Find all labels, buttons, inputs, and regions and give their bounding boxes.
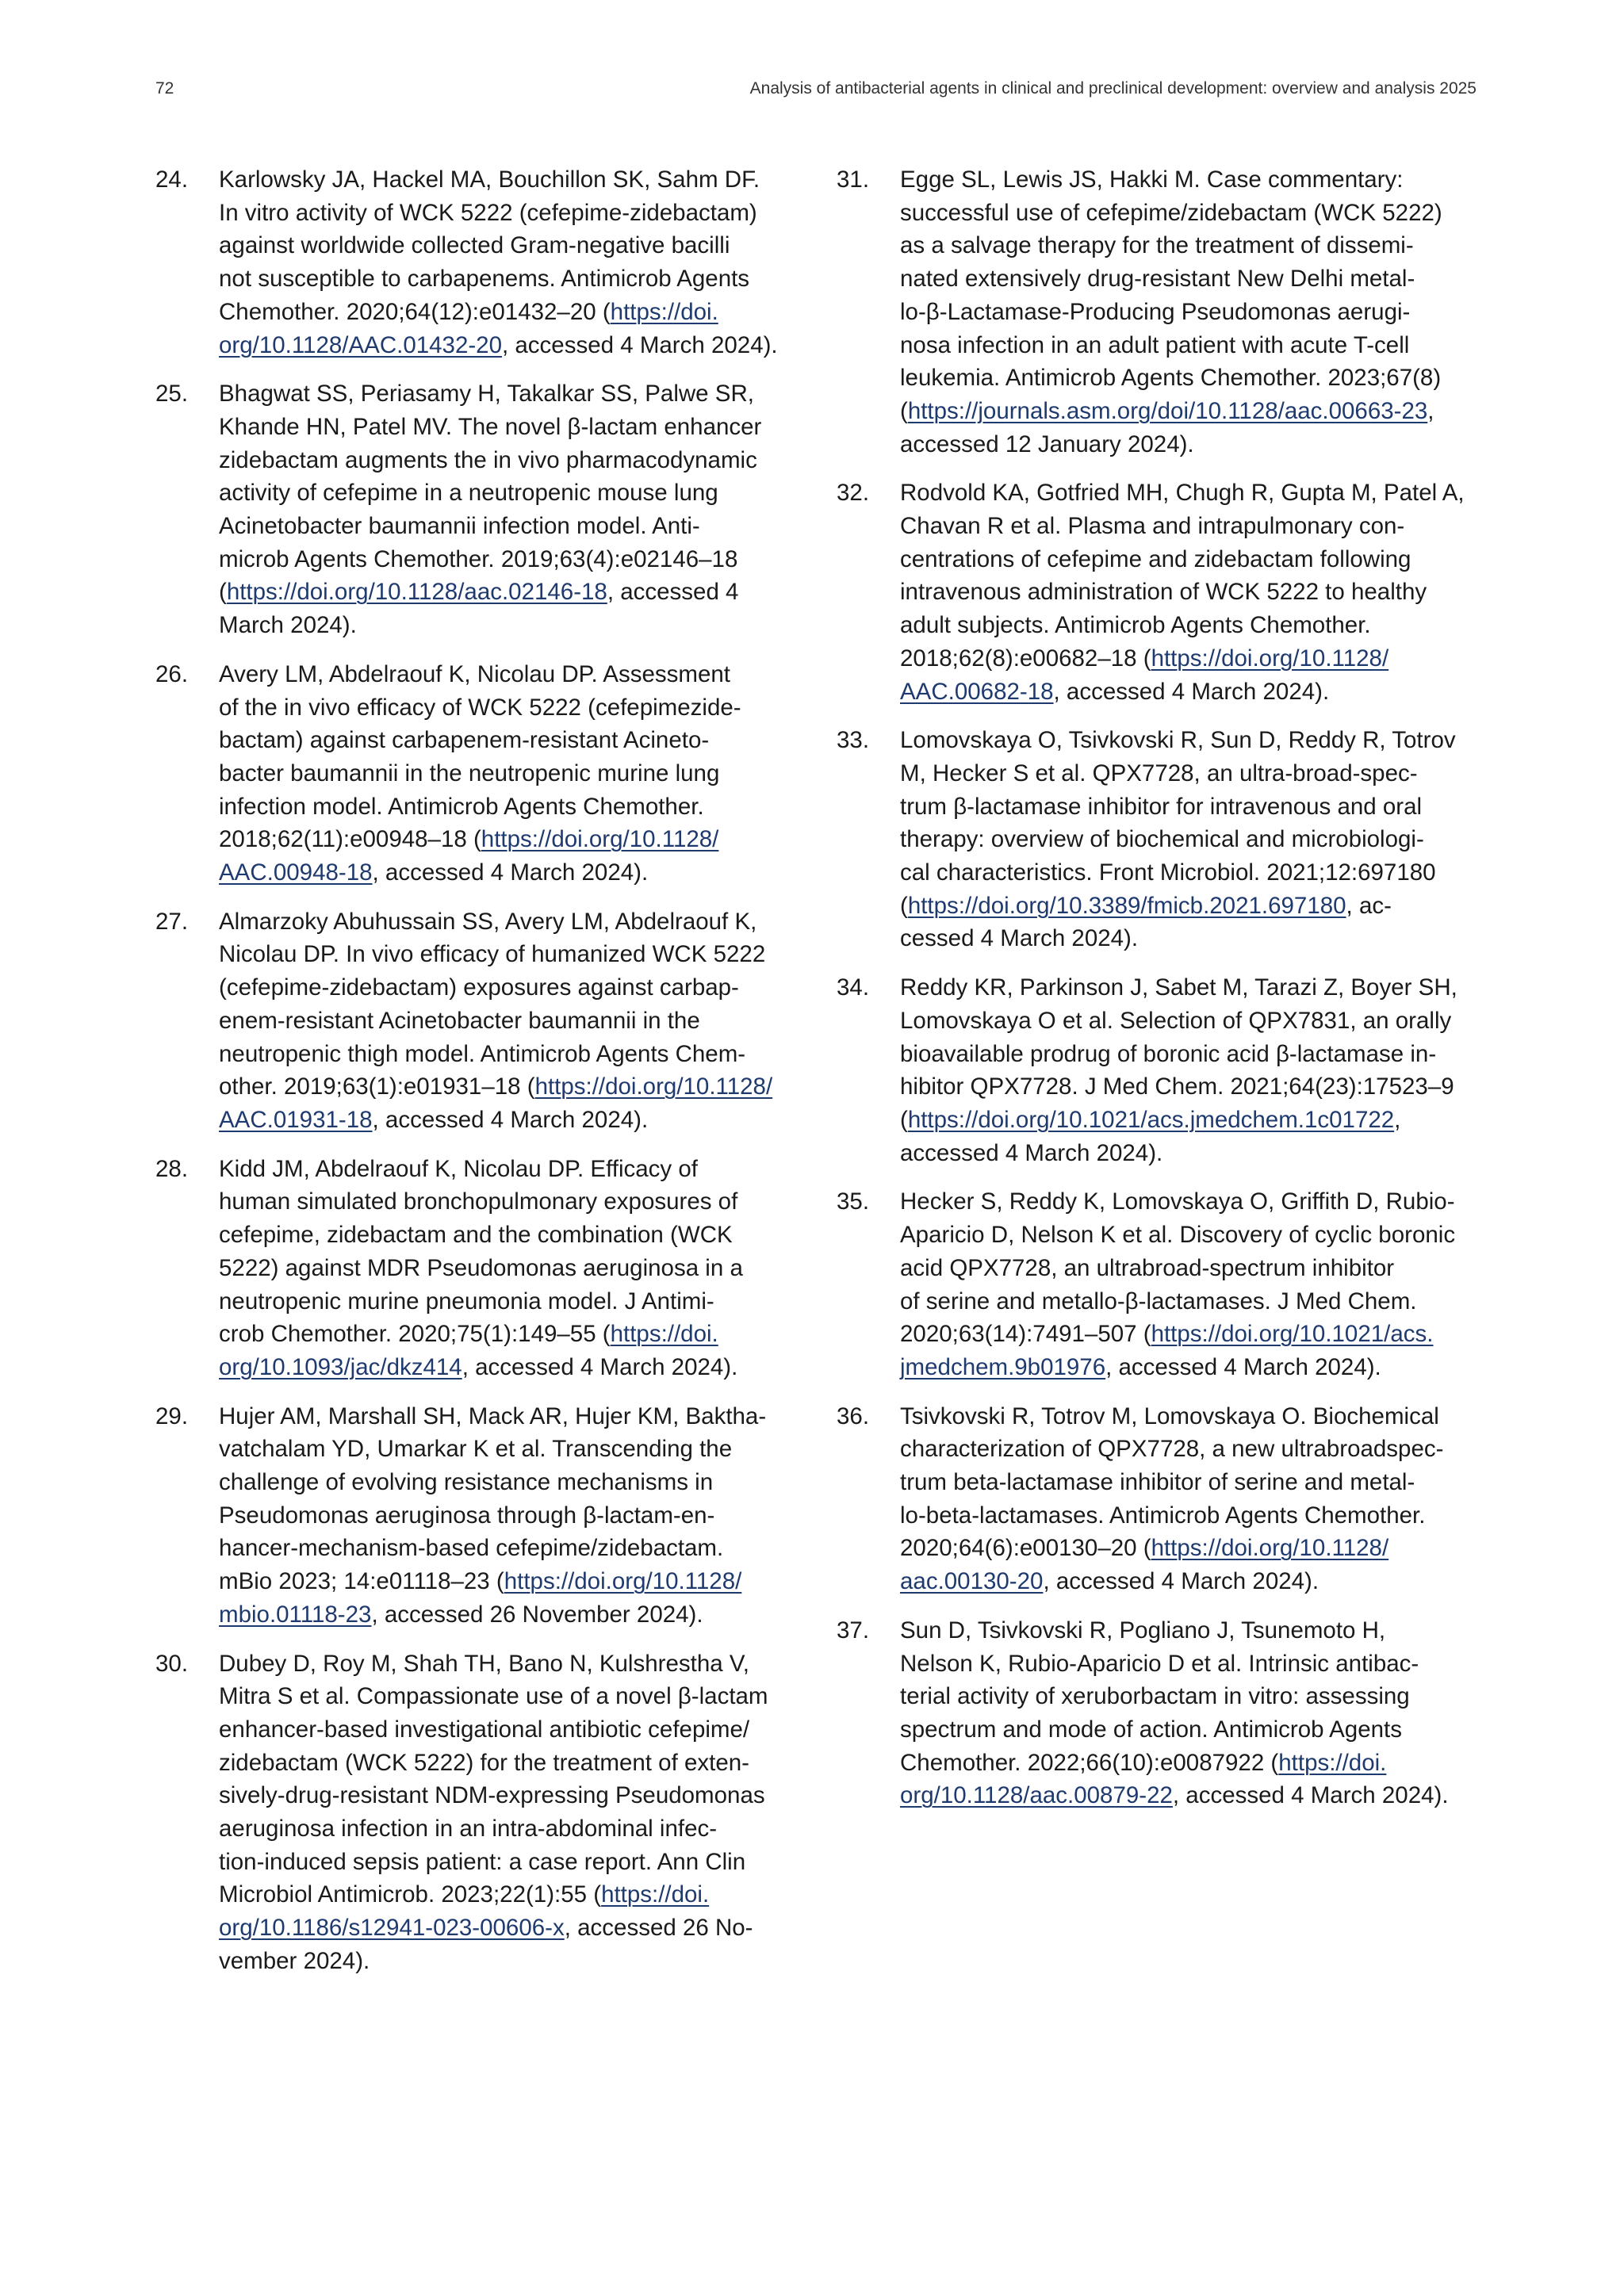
reference-line	[900, 675, 1480, 709]
reference-line	[219, 1153, 799, 1186]
reference-line	[900, 329, 1480, 362]
page-header	[155, 79, 1477, 111]
reference-line	[219, 576, 799, 609]
reference-text-segment: trum beta-lactamase inhibitor of serine and metal-	[900, 1469, 1415, 1496]
reference-item	[155, 1153, 799, 1384]
reference-text-segment: (	[900, 892, 908, 919]
reference-line	[900, 1351, 1480, 1384]
reference-text-segment: trum β-lactamase inhibitor for intravenous and oral	[900, 793, 1423, 820]
reference-text-segment: Mitra S et al. Compassionate use of a novel β-lactam	[219, 1683, 768, 1710]
reference-text-segment: vember 2024).	[219, 1947, 370, 1974]
reference-text-segment: (	[219, 579, 227, 606]
reference-text-segment: Karlowsky JA, Hackel MA, Bouchillon SK, Sahm DF.	[219, 166, 760, 193]
reference-text	[900, 971, 1480, 1169]
reference-text-segment: therapy: overview of biochemical and microbiologi-	[900, 826, 1424, 853]
reference-line	[219, 1812, 799, 1846]
reference-number: 34.	[837, 974, 870, 1001]
reference-text-segment: 2018;62(11):e00948–18 (	[219, 826, 481, 853]
reference-text-segment: , accessed 4 March 2024).	[1043, 1568, 1320, 1595]
reference-link[interactable]: https://doi.	[610, 298, 718, 325]
reference-text-segment: M, Hecker S et al. QPX7728, an ultra-broad-spec-	[900, 760, 1418, 786]
reference-line	[219, 1565, 799, 1598]
reference-line	[900, 1285, 1480, 1318]
reference-line	[900, 1614, 1480, 1647]
reference-line	[219, 163, 799, 197]
reference-text-segment: centrations of cefepime and zidebactam following	[900, 545, 1411, 572]
reference-line	[219, 444, 799, 477]
reference-text-segment: lo-β-Lactamase-Producing Pseudomonas aerugi-	[900, 298, 1411, 325]
reference-text-segment: ,	[1394, 1106, 1401, 1133]
reference-text-segment: accessed 12 January 2024).	[900, 430, 1194, 457]
reference-line	[219, 377, 799, 411]
reference-link[interactable]: aac.00130-20	[900, 1568, 1044, 1595]
reference-line	[900, 642, 1480, 675]
reference-line	[219, 1878, 799, 1911]
reference-number: 26.	[155, 660, 189, 687]
reference-line	[219, 724, 799, 757]
reference-text-segment: Nicolau DP. In vivo efficacy of humanized WCK 5222	[219, 941, 766, 968]
reference-line	[219, 510, 799, 543]
reference-link[interactable]: https://doi.org/10.1128/	[1151, 1535, 1389, 1562]
reference-line	[219, 757, 799, 790]
reference-line	[219, 1499, 799, 1533]
reference-line	[900, 1532, 1480, 1565]
reference-text-segment: enem-resistant Acinetobacter baumannii in the	[219, 1007, 700, 1034]
reference-link[interactable]: https://doi.org/10.1128/	[1151, 645, 1389, 672]
reference-text-segment: 2020;63(14):7491–507 (	[900, 1321, 1151, 1348]
reference-line	[219, 1351, 799, 1384]
reference-text	[219, 905, 799, 1137]
reference-text-segment: , accessed 4 March 2024).	[1053, 678, 1330, 705]
reference-text-segment: Bhagwat SS, Periasamy H, Takalkar SS, Palwe SR,	[219, 381, 754, 408]
reference-text-segment: Hujer AM, Marshall SH, Mack AR, Hujer KM, Baktha-	[219, 1402, 767, 1429]
reference-text	[900, 1400, 1480, 1598]
reference-number: 33.	[837, 727, 870, 754]
reference-line	[900, 1466, 1480, 1499]
reference-text-segment: Chavan R et al. Plasma and intrapulmonary con-	[900, 513, 1405, 540]
reference-line	[900, 197, 1480, 230]
reference-line	[900, 890, 1480, 923]
reference-text-segment: , accessed 4 March 2024).	[1172, 1782, 1449, 1809]
reference-item	[837, 1185, 1480, 1383]
reference-text-segment: enhancer-based investigational antibiotic cefepime/	[219, 1716, 750, 1743]
reference-number: 24.	[155, 166, 189, 193]
reference-line	[219, 1779, 799, 1812]
reference-text-segment: neutropenic thigh model. Antimicrob Agents Chem-	[219, 1040, 746, 1067]
reference-text-segment: Tsivkovski R, Totrov M, Lomovskaya O. Biochemical	[900, 1402, 1439, 1429]
reference-link[interactable]: org/10.1128/AAC.01432-20	[219, 331, 502, 358]
reference-text-segment: March 2024).	[219, 612, 357, 639]
reference-line	[219, 1185, 799, 1219]
reference-line	[900, 1499, 1480, 1533]
reference-text-segment: mBio 2023; 14:e01118–23 (	[219, 1568, 504, 1595]
reference-item	[837, 163, 1480, 461]
reference-item	[155, 377, 799, 642]
reference-text-segment: (	[900, 1106, 908, 1133]
reference-line	[900, 724, 1480, 757]
reference-text-segment: Khande HN, Patel MV. The novel β-lactam enhancer	[219, 413, 762, 440]
reference-text-segment: Egge SL, Lewis JS, Hakki M. Case commentary:	[900, 166, 1404, 193]
reference-text-segment: other. 2019;63(1):e01931–18 (	[219, 1073, 535, 1100]
reference-line	[900, 1680, 1480, 1713]
reference-number: 31.	[837, 166, 870, 193]
reference-line	[219, 296, 799, 329]
reference-text	[219, 658, 799, 890]
reference-text-segment: hancer-mechanism-based cefepime/zidebactam.	[219, 1535, 724, 1562]
reference-text-segment: Pseudomonas aeruginosa through β-lactam-en-	[219, 1502, 715, 1529]
reference-item	[155, 905, 799, 1137]
reference-line	[900, 1747, 1480, 1780]
reference-line	[900, 971, 1480, 1004]
reference-line	[219, 1252, 799, 1285]
reference-item	[155, 658, 799, 890]
reference-text	[900, 1185, 1480, 1383]
reference-text-segment: acid QPX7728, an ultrabroad-spectrum inhibitor	[900, 1254, 1395, 1281]
reference-text-segment: cessed 4 March 2024).	[900, 925, 1139, 952]
reference-line	[900, 395, 1480, 428]
reference-text-segment: , accessed 4 March 2024).	[502, 331, 778, 358]
reference-line	[219, 938, 799, 971]
reference-item	[837, 724, 1480, 955]
reference-text-segment: activity of cefepime in a neutropenic mouse lung	[219, 480, 718, 507]
reference-text	[219, 1647, 799, 1978]
reference-text-segment: In vitro activity of WCK 5222 (cefepime-zidebactam)	[219, 199, 757, 226]
reference-text-segment: sively-drug-resistant NDM-expressing Pseudomonas	[219, 1782, 765, 1809]
reference-text-segment: Rodvold KA, Gotfried MH, Chugh R, Gupta M, Patel A,	[900, 480, 1465, 507]
reference-link[interactable]: mbio.01118-23	[219, 1601, 372, 1628]
reference-line	[900, 1252, 1480, 1285]
reference-text	[219, 377, 799, 642]
reference-item	[837, 476, 1480, 708]
reference-text-segment: microb Agents Chemother. 2019;63(4):e02146–18	[219, 545, 738, 572]
reference-line	[219, 329, 799, 362]
reference-line	[900, 163, 1480, 197]
reference-line	[219, 1713, 799, 1747]
reference-line	[900, 1318, 1480, 1351]
reference-text	[900, 724, 1480, 955]
reference-link[interactable]: https://doi.org/10.1128/	[481, 826, 719, 853]
reference-line	[219, 229, 799, 262]
reference-line	[219, 1598, 799, 1632]
reference-text-segment: bacter baumannii in the neutropenic murine lung	[219, 760, 720, 786]
reference-line	[900, 428, 1480, 461]
reference-text	[219, 1153, 799, 1384]
reference-line	[900, 609, 1480, 642]
reference-line	[219, 1911, 799, 1945]
reference-text-segment: nosa infection in an adult patient with acute T-cell	[900, 331, 1410, 358]
reference-line	[219, 1647, 799, 1681]
reference-line	[219, 1318, 799, 1351]
reference-link[interactable]: https://doi.	[1278, 1749, 1387, 1776]
reference-text-segment: tion-induced sepsis patient: a case report. Ann Clin	[219, 1848, 746, 1875]
reference-text-segment: spectrum and mode of action. Antimicrob Agents	[900, 1716, 1402, 1743]
reference-text-segment: Avery LM, Abdelraouf K, Nicolau DP. Assessment	[219, 660, 730, 687]
reference-line	[219, 1945, 799, 1978]
reference-link[interactable]: org/10.1128/aac.00879-22	[900, 1782, 1173, 1809]
reference-line	[900, 1004, 1480, 1038]
reference-line	[219, 1433, 799, 1466]
reference-link[interactable]: https://doi.org/10.1021/acs.jmedchem.1c01722	[907, 1106, 1395, 1133]
reference-text-segment: of the in vivo efficacy of WCK 5222 (cefepimezide-	[219, 694, 741, 721]
reference-text-segment: accessed 4 March 2024).	[900, 1139, 1163, 1166]
reference-number: 25.	[155, 381, 189, 408]
reference-line	[219, 1219, 799, 1252]
reference-text-segment: cal characteristics. Front Microbiol. 2021;12:697180	[900, 859, 1436, 886]
reference-text-segment: Aparicio D, Nelson K et al. Discovery of cyclic boronic	[900, 1222, 1456, 1249]
reference-item	[155, 1647, 799, 1978]
reference-line	[900, 1219, 1480, 1252]
reference-text-segment: , accessed 4 March 2024).	[462, 1353, 738, 1380]
reference-link[interactable]: org/10.1186/s12941-023-00606-x	[219, 1915, 565, 1942]
reference-text-segment: 2020;64(6):e00130–20 (	[900, 1535, 1151, 1562]
reference-line	[219, 856, 799, 890]
reference-item	[837, 1400, 1480, 1598]
reference-link[interactable]: https://doi.	[610, 1321, 718, 1348]
reference-text-segment: , accessed 4 March 2024).	[372, 1106, 649, 1133]
reference-text-segment: Nelson K, Rubio-Aparicio D et al. Intrinsic antibac-	[900, 1650, 1419, 1677]
reference-line	[219, 411, 799, 444]
reference-text-segment: Acinetobacter baumannii infection model. Anti-	[219, 513, 700, 540]
reference-line	[219, 197, 799, 230]
reference-line	[900, 1565, 1480, 1598]
reference-line	[219, 1466, 799, 1499]
reference-link[interactable]: AAC.00948-18	[219, 859, 373, 886]
reference-line	[219, 1104, 799, 1137]
reference-text-segment: Hecker S, Reddy K, Lomovskaya O, Griffith D, Rubio-	[900, 1188, 1455, 1215]
reference-number: 32.	[837, 480, 870, 507]
reference-line	[900, 1038, 1480, 1071]
reference-link[interactable]: https://doi.	[601, 1881, 710, 1908]
reference-text-segment: , accessed 4 March 2024).	[1105, 1353, 1381, 1380]
reference-line	[219, 1038, 799, 1071]
reference-text-segment: bactam) against carbapenem-resistant Acineto-	[219, 727, 710, 754]
reference-line	[219, 823, 799, 856]
reference-line	[219, 543, 799, 576]
reference-text-segment: leukemia. Antimicrob Agents Chemother. 2023;67(8)	[900, 365, 1442, 392]
reference-item	[837, 1614, 1480, 1812]
reference-link[interactable]: jmedchem.9b01976	[900, 1353, 1106, 1380]
reference-line	[900, 790, 1480, 824]
reference-line	[219, 1004, 799, 1038]
reference-line	[900, 823, 1480, 856]
reference-line	[900, 757, 1480, 790]
reference-line	[900, 1713, 1480, 1747]
reference-line	[219, 1532, 799, 1565]
reference-text-segment: nated extensively drug-resistant New Delhi metal-	[900, 266, 1415, 293]
reference-line	[900, 576, 1480, 609]
reference-link[interactable]: org/10.1093/jac/dkz414	[219, 1353, 462, 1380]
reference-number: 27.	[155, 908, 189, 935]
reference-text-segment: crob Chemother. 2020;75(1):149–55 (	[219, 1321, 611, 1348]
reference-line	[900, 262, 1480, 296]
reference-text-segment: against worldwide collected Gram-negative bacilli	[219, 232, 730, 259]
reference-text-segment: (cefepime-zidebactam) exposures against carbap-	[219, 974, 739, 1001]
reference-text-segment: , accessed 4 March 2024).	[372, 859, 649, 886]
reference-number: 36.	[837, 1402, 870, 1429]
reference-line	[219, 790, 799, 824]
reference-line	[219, 262, 799, 296]
reference-text-segment: infection model. Antimicrob Agents Chemother.	[219, 793, 704, 820]
reference-text	[219, 1400, 799, 1632]
reference-number: 29.	[155, 1402, 189, 1429]
reference-text-segment: Reddy KR, Parkinson J, Sabet M, Tarazi Z, Boyer SH,	[900, 974, 1457, 1001]
page-number: 72	[155, 79, 174, 98]
reference-text-segment: successful use of cefepime/zidebactam (WCK 5222)	[900, 199, 1442, 226]
reference-number: 28.	[155, 1155, 189, 1182]
reference-text-segment: cefepime, zidebactam and the combination (WCK	[219, 1222, 733, 1249]
reference-text-segment: Lomovskaya O et al. Selection of QPX7831, an orally	[900, 1007, 1452, 1034]
reference-line	[219, 609, 799, 642]
reference-number: 30.	[155, 1650, 189, 1677]
reference-text-segment: terial activity of xeruborbactam in vitro: assessing	[900, 1683, 1410, 1710]
reference-link[interactable]: https://doi.org/10.1128/	[504, 1568, 742, 1595]
reference-text-segment: of serine and metallo-β-lactamases. J Med Chem.	[900, 1288, 1417, 1314]
reference-item	[155, 163, 799, 362]
reference-text-segment: , accessed 26 November 2024).	[371, 1601, 703, 1628]
reference-item	[837, 971, 1480, 1169]
reference-text-segment: , accessed 26 No-	[564, 1915, 753, 1942]
reference-line	[900, 1647, 1480, 1681]
reference-line	[219, 1400, 799, 1433]
reference-text-segment: 5222) against MDR Pseudomonas aeruginosa in a	[219, 1254, 743, 1281]
reference-text	[219, 163, 799, 362]
reference-text-segment: intravenous administration of WCK 5222 to healthy	[900, 579, 1427, 606]
reference-text	[900, 163, 1480, 461]
reference-item	[155, 1400, 799, 1632]
reference-text-segment: Sun D, Tsivkovski R, Pogliano J, Tsunemoto H,	[900, 1617, 1386, 1644]
reference-text-segment: aeruginosa infection in an intra-abdominal infec-	[219, 1816, 718, 1843]
reference-number: 37.	[837, 1617, 870, 1644]
reference-text-segment: Almarzoky Abuhussain SS, Avery LM, Abdelraouf K,	[219, 908, 757, 935]
reference-text-segment: Microbiol Antimicrob. 2023;22(1):55 (	[219, 1881, 602, 1908]
reference-text-segment: as a salvage therapy for the treatment of dissemi-	[900, 232, 1414, 259]
reference-line	[219, 1846, 799, 1879]
reference-text	[900, 1614, 1480, 1812]
reference-text-segment: , ac-	[1346, 892, 1392, 919]
reference-text-segment: Kidd JM, Abdelraouf K, Nicolau DP. Efficacy of	[219, 1155, 698, 1182]
reference-link[interactable]: AAC.01931-18	[219, 1106, 373, 1133]
reference-text-segment: , accessed 4	[607, 579, 739, 606]
reference-text-segment: Chemother. 2020;64(12):e01432–20 (	[219, 298, 611, 325]
reference-line	[900, 1070, 1480, 1104]
reference-text-segment: Dubey D, Roy M, Shah TH, Bano N, Kulshrestha V,	[219, 1650, 749, 1677]
reference-text-segment: human simulated bronchopulmonary exposures of	[219, 1188, 738, 1215]
reference-line	[219, 1680, 799, 1713]
reference-text-segment: lo-beta-lactamases. Antimicrob Agents Chemother.	[900, 1502, 1426, 1529]
running-title: Analysis of antibacterial agents in clinical and preclinical development: overview and analysis 2025	[749, 79, 1477, 98]
reference-line	[900, 1400, 1480, 1433]
reference-line	[219, 658, 799, 691]
reference-text-segment: bioavailable prodrug of boronic acid β-lactamase in-	[900, 1040, 1437, 1067]
reference-text-segment: neutropenic murine pneumonia model. J Antimi-	[219, 1288, 714, 1314]
reference-text-segment: zidebactam augments the in vivo pharmacodynamic	[219, 446, 757, 473]
reference-text-segment: not susceptible to carbapenems. Antimicrob Agents	[219, 266, 750, 293]
reference-text-segment: challenge of evolving resistance mechanisms in	[219, 1469, 714, 1496]
reference-line	[900, 476, 1480, 510]
reference-text-segment: Chemother. 2022;66(10):e0087922 (	[900, 1749, 1279, 1776]
reference-line	[219, 905, 799, 939]
reference-link[interactable]: AAC.00682-18	[900, 678, 1054, 705]
reference-text-segment: adult subjects. Antimicrob Agents Chemother.	[900, 612, 1371, 639]
reference-line	[900, 1433, 1480, 1466]
reference-line	[219, 1285, 799, 1318]
reference-line	[219, 971, 799, 1004]
reference-text-segment: 2018;62(8):e00682–18 (	[900, 645, 1151, 672]
reference-line	[900, 296, 1480, 329]
reference-link[interactable]: https://doi.org/10.1128/aac.02146-18	[226, 579, 607, 606]
reference-number: 35.	[837, 1188, 870, 1215]
reference-line	[900, 856, 1480, 890]
reference-text-segment: vatchalam YD, Umarkar K et al. Transcending the	[219, 1436, 733, 1463]
reference-line	[219, 1747, 799, 1780]
reference-link[interactable]: https://doi.org/10.1021/acs.	[1151, 1321, 1434, 1348]
references-column-right	[837, 163, 1480, 1828]
reference-text-segment: (	[900, 397, 908, 424]
reference-line	[900, 362, 1480, 395]
reference-line	[900, 1779, 1480, 1812]
reference-line	[900, 543, 1480, 576]
reference-text-segment: ,	[1427, 397, 1434, 424]
reference-line	[219, 691, 799, 725]
reference-text-segment: Lomovskaya O, Tsivkovski R, Sun D, Reddy R, Totrov	[900, 727, 1456, 754]
reference-link[interactable]: https://journals.asm.org/doi/10.1128/aac.00663-23	[907, 397, 1428, 424]
reference-link[interactable]: https://doi.org/10.3389/fmicb.2021.697180	[907, 892, 1346, 919]
references-column-left	[155, 163, 799, 1994]
reference-line	[219, 1070, 799, 1104]
reference-text	[900, 476, 1480, 708]
reference-line	[900, 229, 1480, 262]
reference-line	[219, 476, 799, 510]
reference-line	[900, 1104, 1480, 1137]
reference-line	[900, 510, 1480, 543]
reference-text-segment: characterization of QPX7728, a new ultrabroadspec-	[900, 1436, 1444, 1463]
reference-link[interactable]: https://doi.org/10.1128/	[534, 1073, 773, 1100]
reference-line	[900, 922, 1480, 955]
reference-line	[900, 1185, 1480, 1219]
reference-text-segment: hibitor QPX7728. J Med Chem. 2021;64(23):17523–9	[900, 1073, 1454, 1100]
reference-text-segment: zidebactam (WCK 5222) for the treatment of exten-	[219, 1749, 749, 1776]
reference-line	[900, 1137, 1480, 1170]
